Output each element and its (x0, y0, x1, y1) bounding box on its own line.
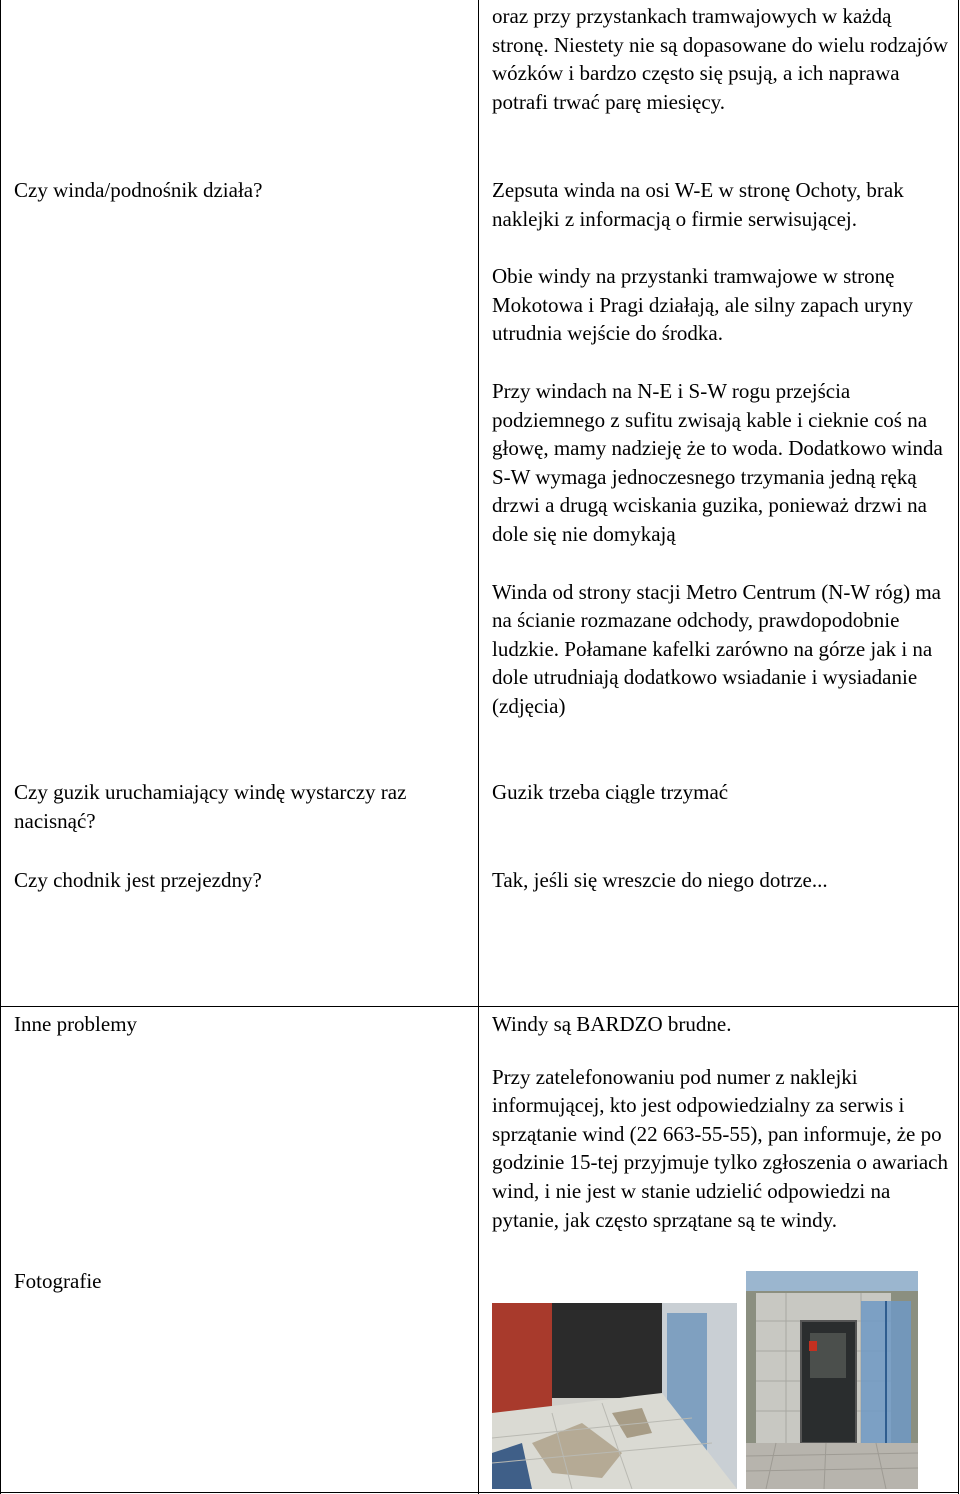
answer-winda-p1: Zepsuta winda na osi W-E w stronę Ochoty, brak naklejki z informacją o firmie serwisującej. (492, 178, 904, 231)
answer-guzik: Guzik trzeba ciągle trzymać (492, 780, 729, 804)
table-border-left (0, 0, 1, 1494)
table-column-divider (478, 0, 479, 1494)
answer-chodnik: Tak, jeśli się wreszcie do niego dotrze... (492, 868, 828, 892)
table-border-bottom (0, 1492, 959, 1493)
question-chodnik: Czy chodnik jest przejezdny? (14, 868, 262, 892)
label-inne-problemy: Inne problemy (14, 1012, 138, 1036)
answer-winda-p2: Obie windy na przystanki tramwajowe w stronę Mokotowa i Pragi działają, ale silny zapach uryny utrudnia wejście do środka. (492, 264, 914, 346)
row-divider (0, 1006, 959, 1007)
photo-elevator-booth (746, 1271, 918, 1489)
inne-p2: Przy zatelefonowaniu pod numer z naklejki informującej, kto jest odpowiedzialny za serwis i sprzątanie wind (22 663-55-55), pan informuje, że po godzinie 15-tej przyjmuje tylko zgłoszenia o awariach wind, i nie jest w stanie udzielić odpowiedzi na pytanie, jak często sprzątane są te windy. (492, 1064, 949, 1232)
table-border-right (958, 0, 959, 1494)
question-guzik: Czy guzik uruchamiający windę wystarczy raz nacisnąć? (14, 780, 407, 833)
question-winda: Czy winda/podnośnik działa? (14, 178, 263, 202)
answer-inne-problemy (492, 1010, 950, 1234)
continuation-text: oraz przy przystankach tramwajowych w każdą stronę. Niestety nie są dopasowane do wielu rodzajów wózków i bardzo często się psują, a ich naprawa potrafi trwać parę miesięcy. (492, 4, 949, 114)
photo-broken-tiles (492, 1303, 737, 1489)
label-fotografie: Fotografie (14, 1269, 102, 1293)
answer-winda (492, 176, 950, 721)
answer-winda-p4: Winda od strony stacji Metro Centrum (N-W róg) ma na ścianie rozmazane odchody, prawdopodobnie ludzkie. Połamane kafelki zarówno na górze jak i na dole utrudniają dodatkowo wsiadanie i wysiadanie (zdjęcia) (492, 579, 941, 718)
answer-winda-p3: Przy windach na N-E i S-W rogu przejścia podziemnego z sufitu zwisają kable i cieknie coś na głowę, mamy nadzieję że to woda. Dodatkowo winda S-W wymaga jednoczesnego trzymania jedną ręką drzwi a drugą wciskania guzika, ponieważ drzwi na dole się nie domykają (492, 378, 943, 546)
inne-p1: Windy są BARDZO brudne. (492, 1012, 732, 1036)
